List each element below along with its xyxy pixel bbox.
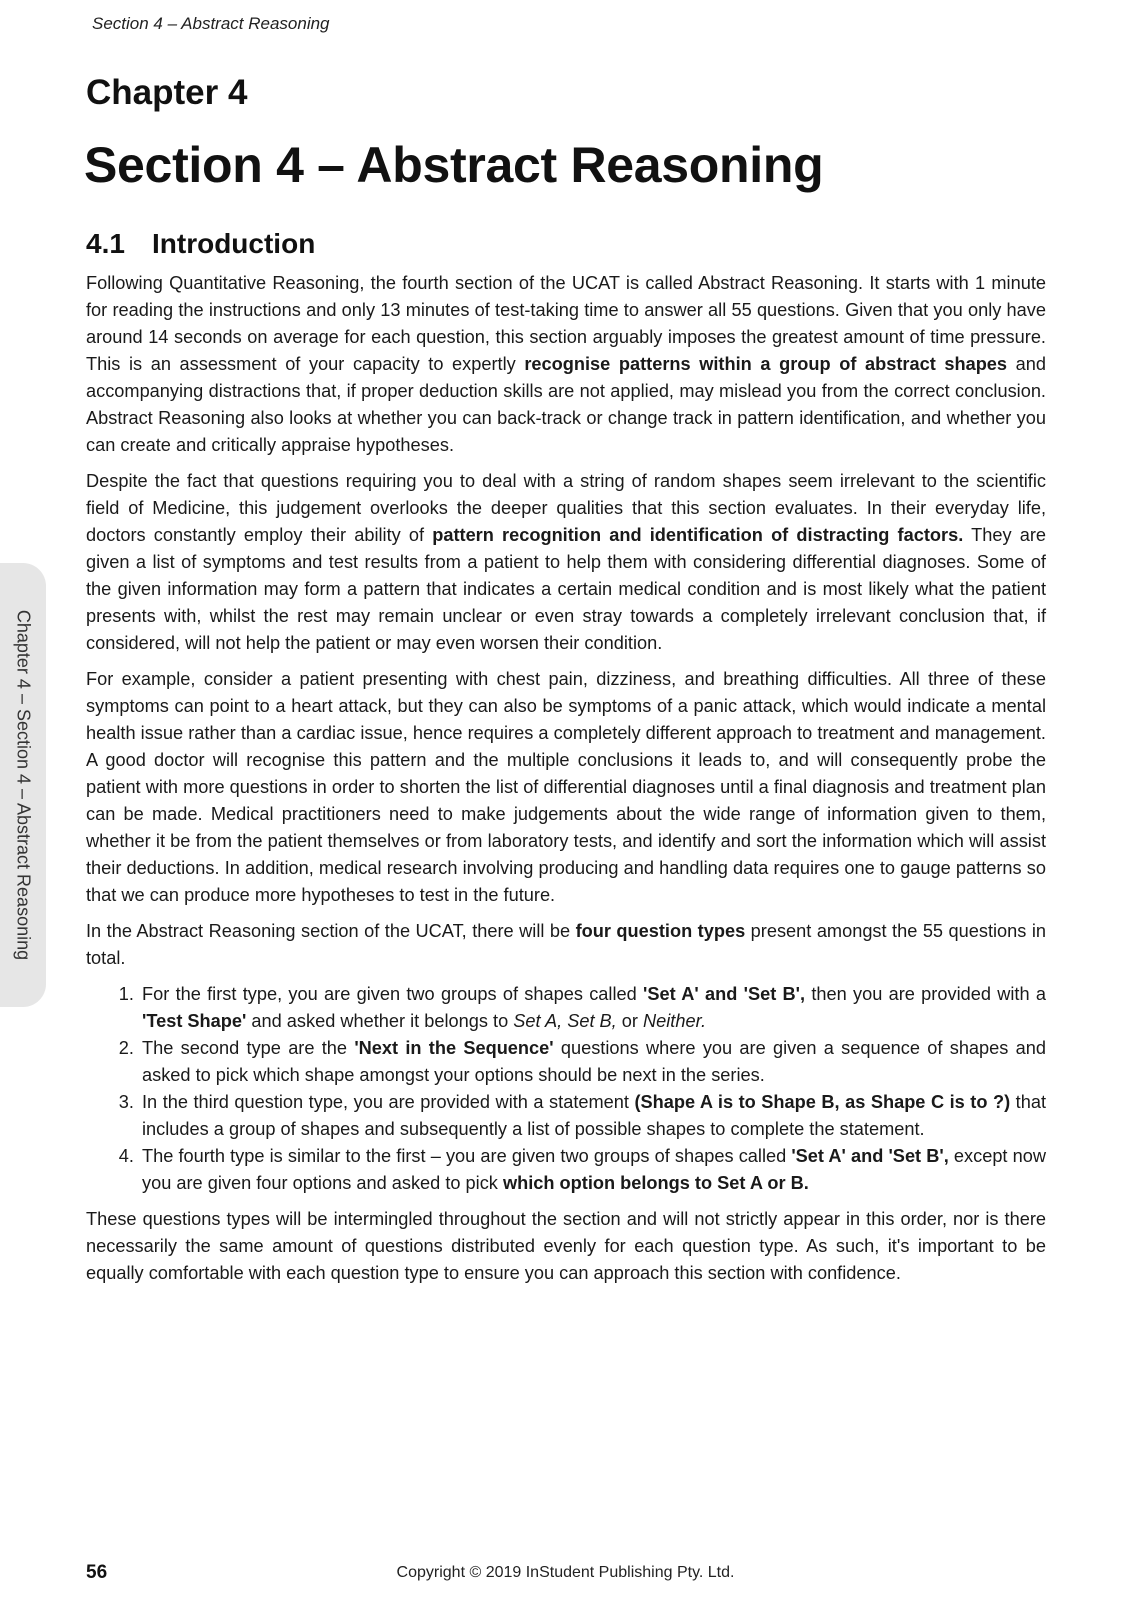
text-run: They are given a list of symptoms and test results from a patient to help them with considering differential diagnoses. Some of the given information may form a pattern that indicates a certain medical condition and is most likely what the patient presents with, whilst the rest may remain unclear or even stray towards a completely irrelevant conclusion that, if considered, will not help the patient or may even worsen their condition. <box>86 525 1046 653</box>
list-item <box>139 981 1046 1035</box>
text-run: For the first type, you are given two groups of shapes called <box>142 984 644 1004</box>
page-title: Section 4 – Abstract Reasoning <box>84 137 824 193</box>
page-number: 56 <box>86 1562 108 1583</box>
text-run: and asked whether it belongs to <box>246 1011 514 1031</box>
emphasis-text: 'Test Shape' <box>142 1011 247 1031</box>
text-run: then you are provided with a <box>805 984 1046 1004</box>
text-run: In the Abstract Reasoning section of the UCAT, there will be <box>86 921 576 941</box>
list-item <box>139 1035 1046 1089</box>
text-run: present amongst the 55 questions in total. <box>86 921 1047 968</box>
intro-paragraph <box>86 270 1046 459</box>
chapter-label: Chapter 4 <box>86 73 248 112</box>
emphasis-text: 'Set A' and 'Set B', <box>791 1146 949 1166</box>
medicine-paragraph <box>86 468 1046 657</box>
text-run: or <box>616 1011 644 1031</box>
emphasis-text: four question types <box>575 921 746 941</box>
example-paragraph: For example, consider a patient presenting with chest pain, dizziness, and breathing difficulties. All three of these symptoms can point to a heart attack, but they can also be symptoms of a panic attack, which would indicate a mental health issue rather than a cardiac issue, hence requires a completely different approach to treatment and management. A good doctor will recognise this pattern and the multiple conclusions it leads to, and will consequently probe the patient with more questions in order to shorten the list of differential diagnoses until a final diagnosis and treatment plan can be made. Medical practitioners need to make judgements about the wide range of information given to them, whether it be from the patient themselves or from laboratory tests, and identify and sort the information which will assist their deductions. In addition, medical research involving producing and handling data requires one to gauge patterns so that we can produce more hypotheses to test in the future. <box>86 669 1046 905</box>
emphasis-text: (Shape A is to Shape B, as Shape C is to ?) <box>634 1092 1011 1112</box>
list-item <box>139 1143 1046 1197</box>
subsection-title: Introduction <box>152 228 316 259</box>
emphasis-text: which option belongs to Set A or B. <box>502 1173 809 1193</box>
text-run: The second type are the <box>142 1038 355 1058</box>
copyright-notice: Copyright © 2019 InStudent Publishing Pty. Ltd. <box>396 1564 735 1581</box>
text-run: Despite the fact that questions requiring you to deal with a string of random shapes seem irrelevant to the scientific field of Medicine, this judgement overlooks the deeper qualities that this section evaluates. In their everyday life, doctors constantly employ their ability of <box>86 471 1046 545</box>
question-types-list <box>86 981 1046 1197</box>
chapter-side-tab <box>0 563 46 1007</box>
emphasis-text: 'Next in the Sequence' <box>354 1038 554 1058</box>
subsection-number: 4.1 <box>86 228 125 259</box>
running-header: Section 4 – Abstract Reasoning <box>92 14 330 33</box>
text-run: Following Quantitative Reasoning, the fourth section of the UCAT is called Abstract Reasoning. It starts with 1 minute for reading the instructions and only 13 minutes of test-taking time to answer all 55 questions. Given that you only have around 14 seconds on average for each question, this section arguably imposes the greatest amount of time pressure. This is an assessment of your capacity to expertly <box>86 273 1046 374</box>
text-run: In the third question type, you are provided with a statement <box>142 1092 635 1112</box>
emphasis-text: recognise patterns within a group of abstract shapes <box>524 354 1008 374</box>
text-run: except now you are given four options and asked to pick <box>142 1146 1046 1193</box>
question-types-paragraph <box>86 918 1046 972</box>
text-run: that includes a group of shapes and subsequently a list of possible shapes to complete the statement. <box>142 1092 1046 1139</box>
text-run: and accompanying distractions that, if proper deduction skills are not applied, may mislead you from the correct conclusion. Abstract Reasoning also looks at whether you can back-track or change track in pattern identification, and whether you can create and critically appraise hypotheses. <box>86 354 1046 455</box>
emphasis-text: 'Set A' and 'Set B', <box>643 984 806 1004</box>
italic-text: Set A, Set B, <box>513 1011 617 1031</box>
closing-paragraph: These questions types will be intermingled throughout the section and will not strictly appear in this order, nor is there necessarily the same amount of questions distributed evenly for each question type. As such, it's important to be equally comfortable with each question type to ensure you can approach this section with confidence. <box>86 1209 1046 1283</box>
italic-text: Neither. <box>643 1011 707 1031</box>
side-tab-label: Chapter 4 – Section 4 – Abstract Reasoning <box>13 609 34 961</box>
emphasis-text: pattern recognition and identification of distracting factors. <box>432 525 964 545</box>
body-content <box>86 270 1046 1296</box>
subsection-heading <box>86 228 315 260</box>
list-item <box>139 1089 1046 1143</box>
text-run: questions where you are given a sequence of shapes and asked to pick which shape amongst your options should be next in the series. <box>142 1038 1046 1085</box>
text-run: The fourth type is similar to the first – you are given two groups of shapes called <box>142 1146 792 1166</box>
